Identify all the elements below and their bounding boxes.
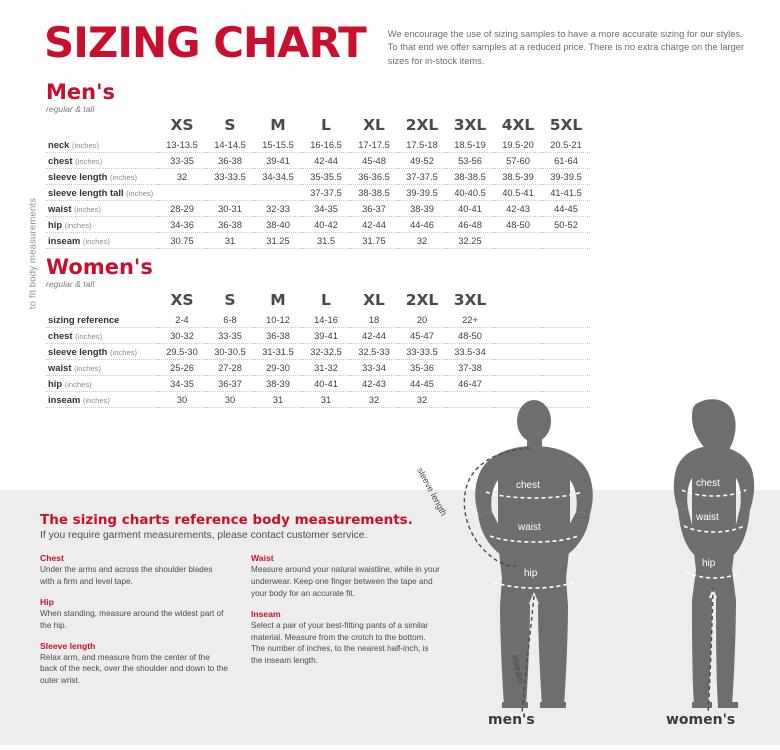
cell: 37-38	[446, 360, 494, 376]
cell: 32	[398, 392, 446, 408]
cell: 6-8	[206, 312, 254, 328]
cell: 37-37.5	[398, 169, 446, 185]
row-label: sleeve length	[48, 346, 108, 358]
womens-size-header: 2XL	[405, 291, 439, 310]
cell: 39-41	[254, 153, 302, 169]
cell: 41-41.5	[542, 185, 590, 201]
cell: 30-32	[158, 328, 206, 344]
row-label: inseam	[48, 235, 81, 247]
cell: 16-16.5	[302, 137, 350, 153]
cell: 57-60	[494, 153, 542, 169]
cell: 32-33	[254, 201, 302, 217]
mens-table-block	[46, 82, 780, 249]
womens-size-header: M	[270, 291, 286, 310]
figures-svg	[430, 396, 780, 745]
mens-title: Men's	[46, 80, 116, 105]
cell: 34-34.5	[254, 169, 302, 185]
cell: 10-12	[254, 312, 302, 328]
cell: 36-37	[206, 376, 254, 392]
cell	[158, 185, 206, 201]
mens-waist-label: waist	[518, 522, 541, 533]
womens-subtitle: regular & tall	[46, 279, 95, 290]
womens-size-header: S	[224, 291, 236, 310]
cell: 31	[254, 392, 302, 408]
cell: 36-38	[206, 153, 254, 169]
mens-table	[46, 116, 590, 249]
womens-header-blank	[46, 291, 158, 312]
mens-size-header: 2XL	[405, 116, 439, 135]
cell: 34-35	[302, 201, 350, 217]
cell: 36-37	[350, 201, 398, 217]
row-label: sizing reference	[48, 314, 120, 326]
table-row	[46, 185, 590, 201]
cell: 35-35.5	[302, 169, 350, 185]
cell: 32.5-33	[350, 344, 398, 360]
term-chest: Chest	[40, 553, 64, 563]
cell: 44-45	[398, 376, 446, 392]
desc-waist: Measure around your natural waistline, while in your underwear. Keep one finger between the tape and your body for an accurate fit.	[251, 565, 440, 598]
cell: 38-38.5	[446, 169, 494, 185]
row-unit: (inches)	[110, 173, 138, 183]
page-title: SIZING CHART	[44, 18, 366, 67]
cell: 40.5-41	[494, 185, 542, 201]
cell: 33-34	[350, 360, 398, 376]
table-row	[46, 137, 590, 153]
cell: 32.25	[446, 233, 494, 249]
cell: 31-31.5	[254, 344, 302, 360]
row-label: waist	[48, 362, 72, 374]
cell: 45-47	[398, 328, 446, 344]
cell: 32	[158, 169, 206, 185]
cell: 30	[206, 392, 254, 408]
mens-size-header: L	[321, 116, 331, 135]
cell: 44-45	[542, 201, 590, 217]
mens-header-row	[46, 116, 590, 137]
cell: 45-48	[350, 153, 398, 169]
mens-figure	[475, 400, 593, 708]
row-label: chest	[48, 155, 73, 167]
cell: 22+	[446, 312, 494, 328]
cell: 32	[350, 392, 398, 408]
mens-header-blank	[46, 116, 158, 137]
row-unit: (inches)	[110, 348, 138, 358]
mens-figure-caption: men's	[488, 712, 535, 728]
cell: 44-46	[398, 217, 446, 233]
mens-size-header: M	[270, 116, 286, 135]
row-label: sleeve length tall	[48, 187, 124, 199]
womens-size-header: XL	[363, 291, 385, 310]
womens-header-row	[46, 291, 590, 312]
womens-table-block	[46, 257, 780, 408]
cell: 30-30.5	[206, 344, 254, 360]
cell: 25-26	[158, 360, 206, 376]
cell	[206, 185, 254, 201]
row-label: sleeve length	[48, 171, 108, 183]
cell: 33.5-34	[446, 344, 494, 360]
cell: 15-15.5	[254, 137, 302, 153]
cell: 18.5-19	[446, 137, 494, 153]
cell: 39-39.5	[398, 185, 446, 201]
table-row	[46, 312, 590, 328]
cell: 36-36.5	[350, 169, 398, 185]
womens-table	[46, 291, 590, 408]
cell: 34-36	[158, 217, 206, 233]
mens-size-header: XS	[170, 116, 194, 135]
cell: 46-47	[446, 376, 494, 392]
cell: 30	[158, 392, 206, 408]
cell: 30.75	[158, 233, 206, 249]
mens-subtitle: regular & tall	[46, 104, 95, 115]
cell: 42-43	[350, 376, 398, 392]
womens-hip-label: hip	[702, 558, 716, 569]
cell: 37-37.5	[302, 185, 350, 201]
cell: 48-50	[446, 328, 494, 344]
page-header	[0, 0, 780, 68]
womens-chest-label: chest	[696, 478, 720, 489]
cell: 18	[350, 312, 398, 328]
womens-size-header: XS	[170, 291, 194, 310]
cell	[254, 185, 302, 201]
cell: 49-52	[398, 153, 446, 169]
mens-sleeve-length-label: sleeve length	[415, 466, 449, 518]
cell: 14-14.5	[206, 137, 254, 153]
cell: 38-40	[254, 217, 302, 233]
cell: 42-44	[350, 217, 398, 233]
desc-inseam: Select a pair of your best-fitting pants of a similar material. Measure from the crotch to the bottom. The number of inches, to the nearest half-inch, is the inseam length.	[251, 620, 429, 666]
desc-sleeve-length: Relax arm, and measure from the center of the back of the neck, over the shoulder and down to the outer wrist.	[40, 652, 228, 686]
cell: 42-44	[350, 328, 398, 344]
cell: 33-35	[206, 328, 254, 344]
sizing-tables	[0, 68, 780, 408]
table-row	[46, 328, 590, 344]
cell: 17-17.5	[350, 137, 398, 153]
mens-size-header: 5XL	[549, 116, 583, 135]
cell: 38-39	[398, 201, 446, 217]
row-unit: (inches)	[82, 396, 110, 406]
table-row	[46, 360, 590, 376]
cell: 2-4	[158, 312, 206, 328]
cell: 36-38	[206, 217, 254, 233]
cell: 61-64	[542, 153, 590, 169]
cell: 42-43	[494, 201, 542, 217]
info-subheading: If you require garment measurements, please contact customer service.	[40, 530, 368, 541]
row-unit: (inches)	[71, 141, 99, 151]
cell: 40-41	[446, 201, 494, 217]
cell: 27-28	[206, 360, 254, 376]
cell: 17.5-18	[398, 137, 446, 153]
desc-chest: Under the arms and across the shoulder blades with a firm and level tape.	[40, 565, 213, 586]
cell: 34-35	[158, 376, 206, 392]
row-unit: (inches)	[75, 332, 103, 342]
cell: 31.5	[302, 233, 350, 249]
womens-waist-label: waist	[696, 512, 719, 523]
womens-figure-caption: women's	[666, 712, 736, 728]
row-label: hip	[48, 219, 63, 231]
cell: 32	[398, 233, 446, 249]
cell	[494, 233, 542, 249]
cell	[542, 233, 590, 249]
cell: 40-40.5	[446, 185, 494, 201]
table-row	[46, 217, 590, 233]
cell: 33-33.5	[206, 169, 254, 185]
mens-hip-label: hip	[524, 568, 538, 579]
measurement-info	[0, 512, 440, 696]
cell: 35-36	[398, 360, 446, 376]
row-label: inseam	[48, 394, 81, 406]
cell: 28-29	[158, 201, 206, 217]
cell: 33-35	[158, 153, 206, 169]
info-heading: The sizing charts reference body measurements.	[40, 512, 413, 528]
row-unit: (inches)	[64, 221, 92, 231]
cell: 40-42	[302, 217, 350, 233]
cell: 39-39.5	[542, 169, 590, 185]
mens-size-header: 3XL	[453, 116, 487, 135]
row-unit: (inches)	[75, 157, 103, 167]
mens-size-header: 4XL	[501, 116, 535, 135]
info-column-right	[251, 553, 440, 696]
row-label: hip	[48, 378, 63, 390]
info-column-left	[40, 553, 229, 696]
table-row	[46, 344, 590, 360]
womens-title: Women's	[46, 255, 153, 280]
row-label: neck	[48, 139, 70, 151]
term-sleeve-length: Sleeve length	[40, 640, 96, 651]
table-row	[46, 153, 590, 169]
womens-header-spacer	[494, 291, 542, 312]
cell: 20	[398, 312, 446, 328]
table-row	[46, 233, 590, 249]
table-row	[46, 201, 590, 217]
header-note: We encourage the use of sizing samples to have a more accurate sizing for our styles. To that end we offer samples at a reduced price. There is no extra charge on the larger sizes for in-stock items.	[387, 29, 745, 66]
cell: 33-33.5	[398, 344, 446, 360]
row-label: chest	[48, 330, 73, 342]
term-hip: Hip	[40, 596, 54, 607]
term-waist: Waist	[251, 553, 274, 563]
womens-figure	[674, 399, 754, 708]
cell: 42-44	[302, 153, 350, 169]
row-unit: (inches)	[126, 189, 154, 199]
cell: 39-41	[302, 328, 350, 344]
row-unit: (inches)	[74, 364, 102, 374]
row-unit: (inches)	[82, 237, 110, 247]
cell: 13-13.5	[158, 137, 206, 153]
cell: 48-50	[494, 217, 542, 233]
cell: 31.25	[254, 233, 302, 249]
table-row	[46, 169, 590, 185]
cell: 19.5-20	[494, 137, 542, 153]
womens-size-header: L	[321, 291, 331, 310]
cell: 36-38	[254, 328, 302, 344]
desc-hip: When standing, measure around the widest part of the hip.	[40, 608, 224, 630]
side-label: to fit body measurements	[27, 197, 39, 310]
mens-inseam-label: inseam	[510, 654, 527, 685]
cell: 32-32.5	[302, 344, 350, 360]
cell: 29-30	[254, 360, 302, 376]
womens-header-spacer	[542, 291, 590, 312]
cell: 40-41	[302, 376, 350, 392]
cell: 50-52	[542, 217, 590, 233]
cell: 38-39	[254, 376, 302, 392]
cell: 53-56	[446, 153, 494, 169]
cell: 31	[206, 233, 254, 249]
cell: 46-48	[446, 217, 494, 233]
cell: 38.5-39	[494, 169, 542, 185]
cell: 31	[302, 392, 350, 408]
mens-size-header: XL	[363, 116, 385, 135]
row-unit: (inches)	[74, 205, 102, 215]
mens-chest-label: chest	[516, 480, 540, 491]
mens-size-header: S	[224, 116, 236, 135]
cell: 31.75	[350, 233, 398, 249]
row-unit: (inches)	[64, 380, 92, 390]
table-row	[46, 376, 590, 392]
cell: 30-31	[206, 201, 254, 217]
cell: 31-32	[302, 360, 350, 376]
cell: 38-38.5	[350, 185, 398, 201]
row-label: waist	[48, 203, 72, 215]
term-inseam: Inseam	[251, 608, 281, 619]
womens-size-header: 3XL	[453, 291, 487, 310]
cell: 20.5-21	[542, 137, 590, 153]
cell: 29.5-30	[158, 344, 206, 360]
cell: 14-16	[302, 312, 350, 328]
